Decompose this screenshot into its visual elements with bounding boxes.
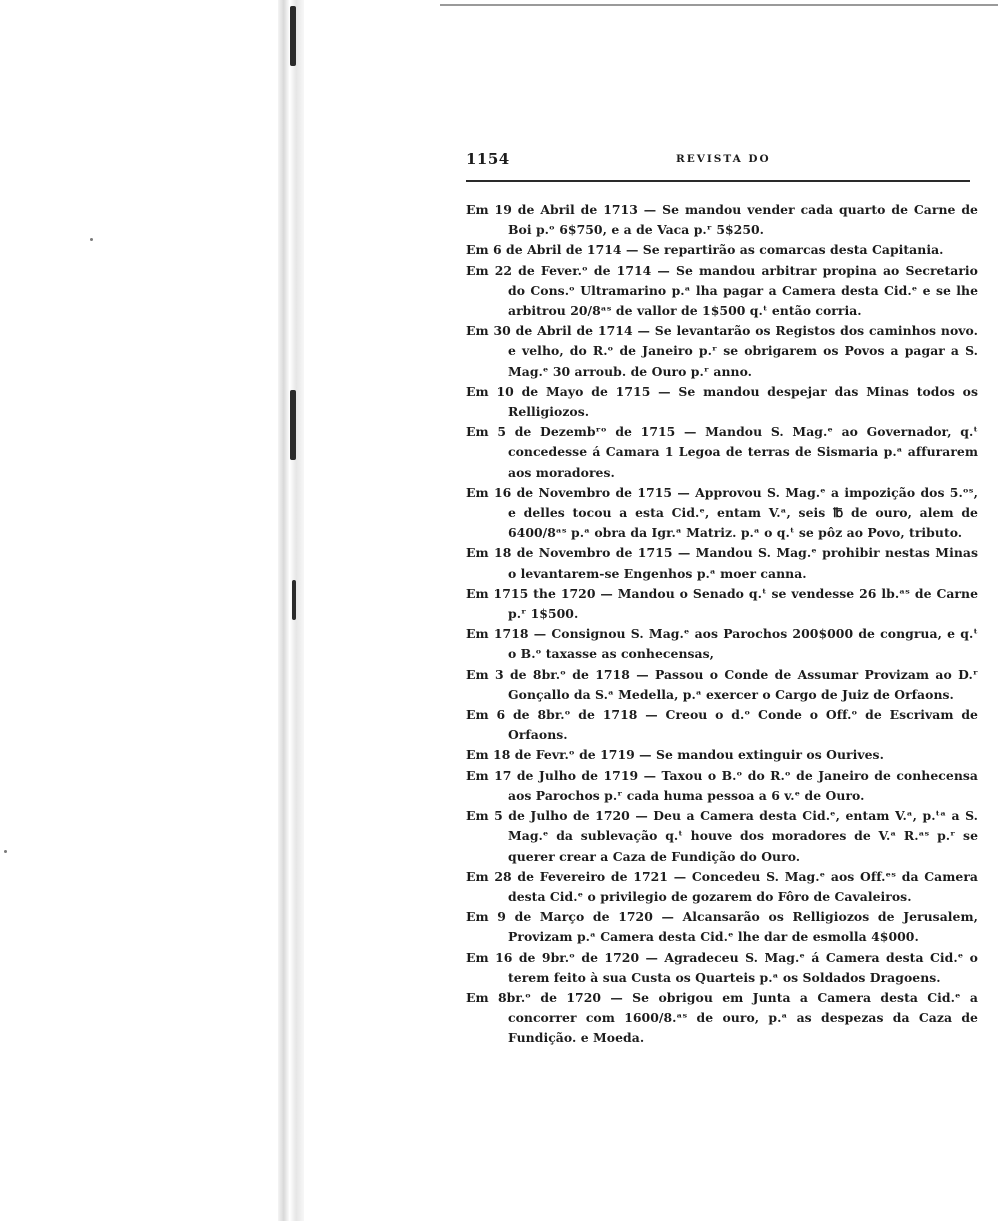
entry-paragraph: Em 16 de Novembro de 1715 — Approvou S. Mag.ᵉ a impozição dos 5.ᵒˢ, e delles tocou a esta Cid.ᵉ, entam V.ᵃ, seis ℔ de ouro, alem de 6400/8ᵃˢ p.ᵃ obra da Igr.ᵃ Matriz. p.ᵃ o q.ᵗ se pôz ao Povo, tributo. (466, 484, 978, 541)
entry-paragraph: Em 1715 the 1720 — Mandou o Senado q.ᵗ se vendesse 26 lb.ᵃˢ de Carne p.ʳ 1$500. (466, 585, 978, 622)
dust-speck (4, 850, 7, 853)
entry-paragraph: Em 3 de 8br.ᵒ de 1718 — Passou o Conde de Assumar Provizam ao D.ʳ Gonçallo da S.ᵃ Medella, p.ᵃ exercer o Cargo de Juiz de Orfaons. (466, 666, 978, 702)
entry-paragraph: Em 8br.ᵒ de 1720 — Se obrigou em Junta a Camera desta Cid.ᵉ a concorrer com 1600/8.ᵃˢ de ouro, p.ᵃ as despezas da Caza de Fundição. e Moeda. (466, 989, 978, 1046)
entry-paragraph: Em 16 de 9br.ᵒ de 1720 — Agradeceu S. Mag.ᵉ á Camera desta Cid.ᵉ o terem feito à sua Custa os Quarteis p.ᵃ os Soldados Dragoens. (466, 949, 978, 985)
dust-speck (90, 238, 93, 241)
entry-paragraph: Em 18 de Fevr.ᵒ de 1719 — Se mandou extinguir os Ourives. (466, 747, 884, 763)
header-rule (466, 180, 970, 182)
entry-paragraph: Em 18 de Novembro de 1715 — Mandou S. Mag.ᵉ prohibir nestas Minas o levantarem-se Engenhos p.ᵃ moer canna. (466, 545, 978, 581)
page-number: 1154 (466, 150, 510, 168)
chronology-entries (466, 200, 978, 1049)
entry-paragraph: Em 5 de Julho de 1720 — Deu a Camera desta Cid.ᵉ, entam V.ᵃ, p.ᵗᵃ a S. Mag.ᵉ da sublevação q.ᵗ houve dos moradores de V.ᵃ R.ᵃˢ p.ʳ se querer crear a Caza de Fundição do Ouro. (466, 808, 978, 864)
top-edge-rule (440, 4, 998, 6)
spine-mark (290, 390, 296, 460)
running-head: REVISTA DO (676, 153, 771, 165)
entry-paragraph: Em 1718 — Consignou S. Mag.ᵉ aos Parochos 200$000 de congrua, e q.ᵗ o B.ᵒ taxasse as conhecensas, (466, 626, 978, 662)
spine-mark (292, 580, 296, 620)
entry-paragraph: Em 5 de Dezembʳᵒ de 1715 — Mandou S. Mag.ᵉ ao Governador, q.ᵗ concedesse á Camara 1 Legoa de terras de Sismaria p.ᵃ affurarem aos moradores. (466, 424, 978, 480)
entry-paragraph: Em 28 de Fevereiro de 1721 — Concedeu S. Mag.ᵉ aos Off.ᵉˢ da Camera desta Cid.ᵉ o privilegio de gozarem do Fôro de Cavaleiros. (466, 868, 978, 904)
entry-paragraph: Em 17 de Julho de 1719 — Taxou o B.ᵒ do R.ᵒ de Janeiro de conhecensa aos Parochos p.ʳ cada huma pessoa a 6 v.ᵉ de Ouro. (466, 767, 978, 803)
entry-paragraph: Em 22 de Fever.ᵒ de 1714 — Se mandou arbitrar propina ao Secretario do Cons.ᵒ Ultramarino p.ᵃ lha pagar a Camera desta Cid.ᵉ e se lhe arbitrou 20/8ᵃˢ de vallor de 1$500 q.ᵗ então corria. (466, 262, 978, 319)
entry-paragraph: Em 19 de Abril de 1713 — Se mandou vender cada quarto de Carne de Boi p.ᵒ 6$750, e a de Vaca p.ʳ 5$250. (466, 202, 978, 238)
entry-paragraph: Em 30 de Abril de 1714 — Se levantarão os Registos dos caminhos novo. e velho, do R.ᵒ de Janeiro p.ʳ se obrigarem os Povos a pagar a S. Mag.ᵉ 30 arroub. de Ouro p.ʳ anno. (466, 323, 978, 379)
page-header (466, 150, 970, 174)
entry-paragraph: Em 10 de Mayo de 1715 — Se mandou despejar das Minas todos os Relligiozos. (466, 383, 978, 420)
entry-paragraph: Em 6 de Abril de 1714 — Se repartirão as comarcas desta Capitania. (466, 242, 944, 258)
entry-paragraph: Em 9 de Março de 1720 — Alcansarão os Relligiozos de Jerusalem, Provizam p.ᵃ Camera desta Cid.ᵉ lhe dar de esmolla 4$000. (466, 909, 978, 945)
book-spine-shadow (278, 0, 304, 1221)
spine-mark (290, 6, 296, 66)
entry-paragraph: Em 6 de 8br.ᵒ de 1718 — Creou o d.ᵒ Conde o Off.ᵒ de Escrivam de Orfaons. (466, 707, 978, 743)
